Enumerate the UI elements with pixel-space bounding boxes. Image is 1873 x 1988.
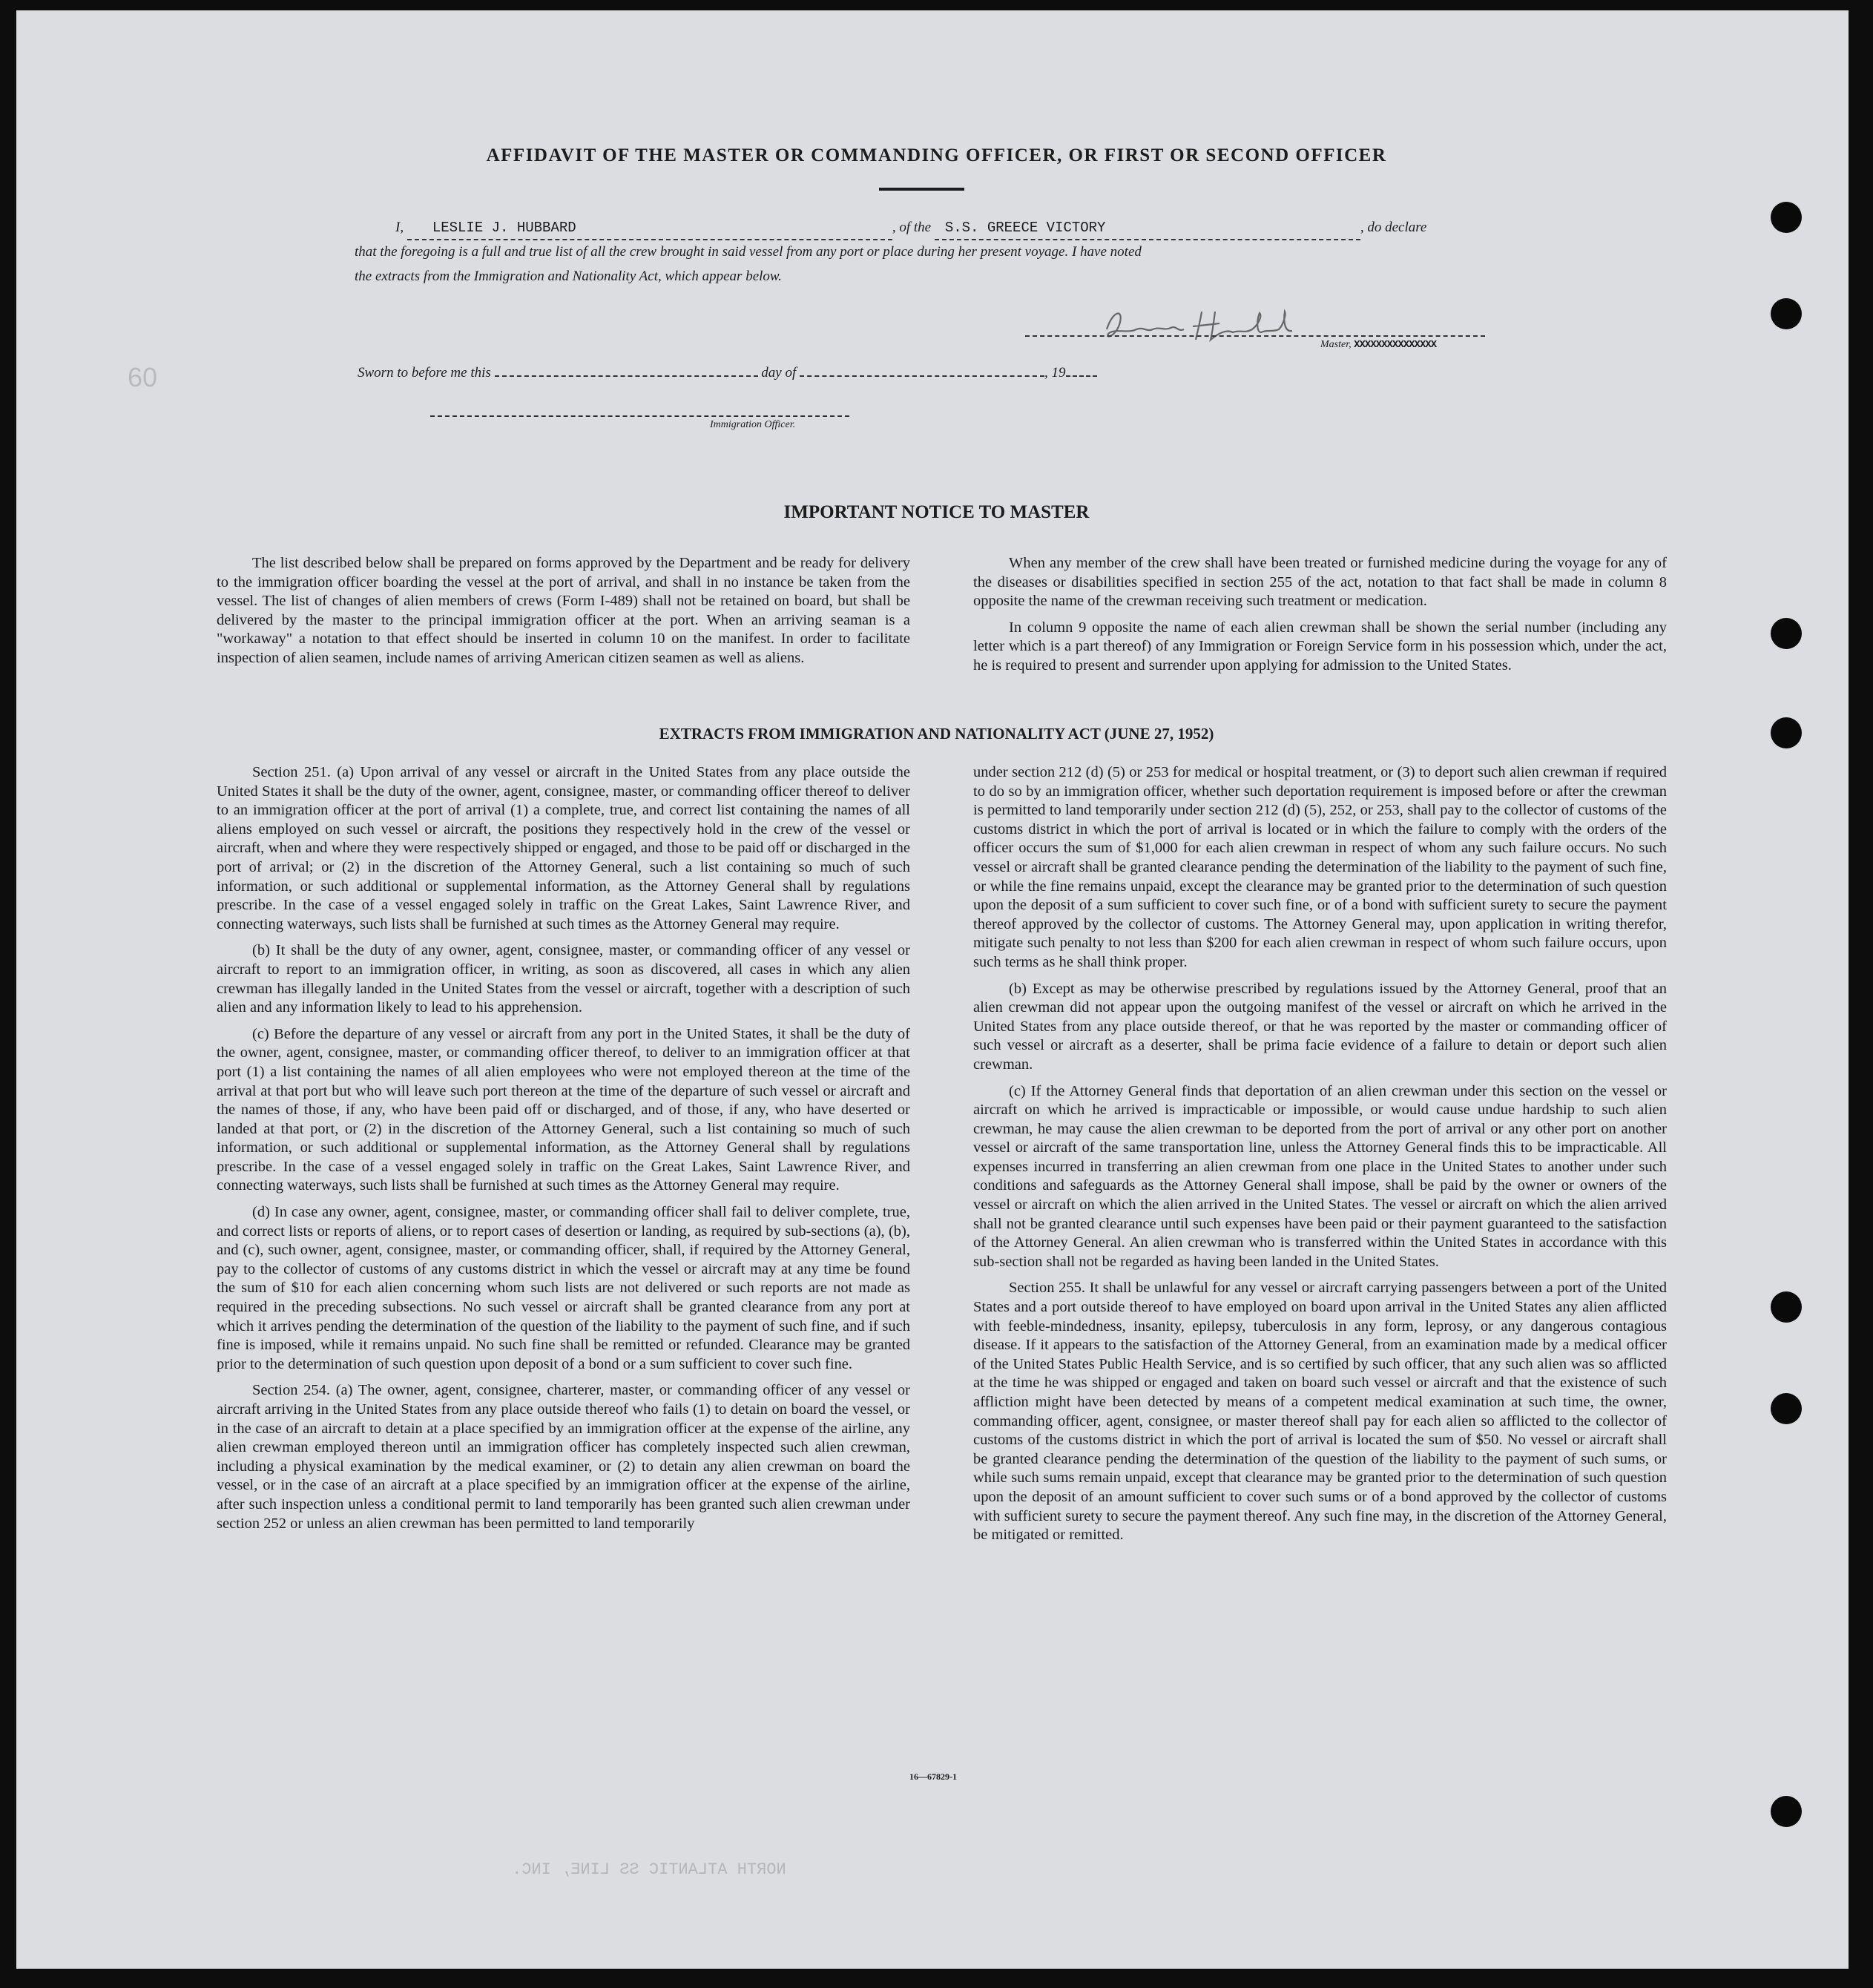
punch-hole [1771,1796,1802,1827]
affidavit-title: AFFIDAVIT OF THE MASTER OR COMMANDING OFFICER, OR FIRST OR SECOND OFFICER [486,145,1387,165]
margin-mark: 60 [128,362,158,392]
bleed-through-text: NORTH ATLANTIC SS LINE, INC. [512,1860,786,1879]
section-251a: Section 251. (a) Upon arrival of any vessel or aircraft in the United States from any place outside the United States it shall be the duty of the owner, agent, consignee, master, or commanding officer thereof to deliver to an immigration officer at the port of arrival (1) a complete, true, and correct list containing the names of all aliens employed on such vessel or aircraft, the positions they respectively hold in the crew of the vessel or aircraft, when and where they were respectively shipped or engaged, and those to be paid off or discharged in the port of arrival; or (2) in the discretion of the Attorney General, such a list containing so much of such information, or such additional or supplemental information, as the Attorney General shall by regulations prescribe. In the case of a vessel engaged solely in traffic on the Great Lakes, Saint Lawrence River, and connecting waterways, such lists shall be furnished at such times as the Attorney General may require. [217,764,910,932]
notice-paragraph: The list described below shall be prepared on forms approved by the Department and be ready for delivery to the immigration officer boarding the vessel at the port of arrival, and shall in no instance be taken from the vessel. The list of changes of alien members of crews (Form I-489) shall not be retained on board, but shall be delivered by the master to the principal immigration officer at the port. When an arriving seaman is a "workaway" a notation to that effect should be inserted in column 10 on the manifest. In order to facilitate inspection of alien seamen, include names of arriving American citizen seamen as well as aliens. [217,555,910,666]
form-number: 16—67829-1 [909,1771,957,1782]
section-254b: (b) Except as may be otherwise prescribed by regulations issued by the Attorney General, proof that an alien crewman did not appear upon the outgoing manifest of the vessel or aircraft on which he arrived in the United States from any place outside thereof, or that he was reported by the master or commanding officer of such vessel or aircraft as a deserter, shall be prima facie evidence of a failure to detain or deport such alien crewman. [973,980,1667,1073]
struck-text: XXXXXXXXXXXXXXX [1354,339,1437,351]
section-254a: Section 254. (a) The owner, agent, consignee, charterer, master, or commanding officer of any vessel or aircraft arriving in the United States from any place outside thereof who fails (1) to detain on board the vessel, or in the case of an aircraft to detain at a place specified by an immigration officer at the expense of the airline, any alien crewman employed thereon until an immigration officer has completely inspected such alien crewman, including a physical examination by the medical examiner, or (2) to detain any alien crewman on board the vessel, or in the case of an aircraft at a place specified by an immigration officer at the expense of the airline, after such inspection unless a conditional permit to land temporarily has been granted such alien crewman under section 252 or unless an alien crewman has been permitted to land temporarily [217,1382,910,1532]
sworn-day-blank [495,375,758,377]
section-254c: (c) If the Attorney General finds that deportation of an alien crewman under this section on the vessel or aircraft on which he arrived is impracticable or impossible, or would cause undue hardship to such alien crewman, he may cause the alien crewman to be deported from the port of arrival or any other port on another vessel or aircraft of the same transportation line, unless the Attorney General finds this to be impracticable. All expenses incurred in transferring an alien crewman from one place in the United States to another under such conditions and safeguards as the Attorney General shall impose, shall be paid by the owner or owners of the vessel or aircraft on which the alien arrived in the United States. The vessel or aircraft on which the alien arrived shall not be granted clearance until such expenses have been paid or their payment guaranteed to the satisfaction of the Attorney General. An alien crewman who is transferred within the United States in accordance with this sub-section shall not be regarded as having been landed in the United States. [973,1082,1667,1270]
i-label: I, [395,220,404,235]
punch-hole [1771,1291,1802,1323]
vessel-name-field: S.S. GREECE VICTORY [935,217,1360,240]
day-of-label: day of [761,365,797,381]
section-251c: (c) Before the departure of any vessel or aircraft from any port in the United States, it shall be the duty of the owner, agent, consignee, master, or commanding officer thereof, to deliver to an immigration officer at that port (1) a list containing the names of all alien employees who were not employed thereon at the time of the arrival at that port but who will leave such port thereon at the time of the departure of such vessel or aircraft and the names of those, if any, who have been paid off or discharged, and of those, if any, who have deserted or landed at that port, or (2) in the discretion of the Attorney General, such a list containing so much of such information, or such additional or supplemental information, as the Attorney General shall by regulations prescribe. In the case of a vessel engaged solely in traffic on the Great Lakes, Saint Lawrence River, and connecting waterways, such lists shall be furnished at such times as the Attorney General may require. [217,1025,910,1194]
year-label: , 19 [1044,365,1066,381]
signature-line [1025,335,1485,337]
year-blank [1066,375,1097,377]
section-254a-continued: under section 212 (d) (5) or 253 for medical or hospital treatment, or (3) to deport such alien crewman if required to do so by an immigration officer, whether such deportation requirement is imposed before or after the crewman is permitted to land temporarily under section 212 (d) (5), 252, or 253, shall pay to the collector of customs of the customs district in which the port of arrival is located or in which the failure to comply with the orders of the officer occurs the sum of $1,000 for each alien crewman in respect of whom any such failure occurs. No such vessel or aircraft shall be granted clearance pending the determination of the liability to the payment of such fine, or while the fine remains unpaid, except the clearance may be granted prior to the determination of such question upon the deposit of a sum sufficient to cover such fine, or of a bond with sufficient surety to secure the payment thereof approved by the collector of customs. The Attorney General may, upon application in writing therefor, mitigate such penalty to not less than $200 for each alien crewman in respect of whom such failure occurs, upon such terms as he shall think proper. [973,764,1667,970]
of-the-label: , of the [892,220,932,235]
extracts-left-column [217,763,910,1533]
notice-left-column [217,554,910,668]
declaration-line-3: the extracts from the Immigration and Nationality Act, which appear below. [355,269,782,284]
immigration-officer-label: Immigration Officer. [710,419,796,430]
notice-paragraph: In column 9 opposite the name of each alien crewman shall be shown the serial number (including any letter which is a part thereof) of any Immigration or Foreign Service form in his possession which, under the act, he is required to present and surrender upon applying for admission to the United States. [973,619,1667,674]
notice-title: IMPORTANT NOTICE TO MASTER [783,502,1090,522]
notice-paragraph: When any member of the crew shall have been treated or furnished medicine during the voyage for any of the diseases or disabilities specified in section 255 of the act, notation to that fact shall be made in column 8 opposite the name of the crewman receiving such treatment or medication. [973,555,1667,610]
master-name-field: LESLIE J. HUBBARD [407,217,892,240]
punch-hole [1771,298,1802,329]
sworn-label: Sworn to before me this [358,365,491,381]
notice-right-column [973,554,1667,676]
sworn-line [358,365,1097,381]
sworn-month-blank [800,375,1044,377]
punch-hole [1771,618,1802,649]
do-declare-label: , do declare [1360,220,1427,235]
punch-hole [1771,1393,1802,1424]
declaration-line-2: that the foregoing is a full and true list of all the crew brought in said vessel from any port or place during her present voyage. I have noted [355,244,1142,260]
section-251b: (b) It shall be the duty of any owner, agent, consignee, master, or commanding officer of any vessel or aircraft to report to an immigration officer, in writing, as soon as discovered, all cases in which any alien crewman has illegally landed in the United States from the vessel or aircraft, together with a description of such alien and any information likely to lead to his apprehension. [217,942,910,1016]
master-title: Master, XXXXXXXXXXXXXXX [1320,339,1437,351]
extracts-title: EXTRACTS FROM IMMIGRATION AND NATIONALITY ACT (JUNE 27, 1952) [659,725,1214,743]
punch-hole [1771,202,1802,233]
extracts-right-column [973,763,1667,1545]
section-251d: (d) In case any owner, agent, consignee, master, or commanding officer shall fail to deliver complete, true, and correct lists or reports of aliens, or to report cases of desertion or landing, as required by sub-sections (a), (b), and (c), such owner, agent, consignee, master, or commanding officer, shall, if required by the Attorney General, pay to the collector of customs of any customs district in which the vessel or aircraft may at any time be found the sum of $10 for each alien concerning whom such lists are not delivered or such reports are not made as required in the preceding subsections. No such vessel or aircraft shall be granted clearance from any port at which it arrives pending the determination of the question of the liability to the payment of such fine, and if such fine is imposed, while it remains unpaid. No such fine shall be remitted or refunded. Clearance may be granted prior to the determination of such question upon deposit of a bond or a sum sufficient to cover such fine. [217,1204,910,1372]
section-255: Section 255. It shall be unlawful for any vessel or aircraft carrying passengers between a port of the United States and a port outside thereof to have employed on board upon arrival in the United States any alien afflicted with feeble-mindedness, insanity, epilepsy, tuberculosis in any form, leprosy, or any dangerous contagious disease. If it appears to the satisfaction of the Attorney General, from an examination made by a medical officer of the United States Public Health Service, and is so certified by such officer, that any such alien was so afflicted at the time he was shipped or engaged and taken on board such vessel or aircraft and that the existence of such affliction might have been detected by means of a competent medical examination at such time, the owner, commanding officer, agent, consignee, or master thereof shall pay for each alien so afflicted to the collector of customs of the customs district in which the port of arrival is located the sum of $50. No vessel or aircraft shall be granted clearance pending the determination of the question of the liability to the payment of such sums, or while such sums remain unpaid, except that clearance may be granted prior to the determination of such question upon the deposit of an amount sufficient to cover such sums or of a bond approved by the collector of customs with sufficient surety to secure the payment thereof. Any such fine may, in the discretion of the Attorney General, be mitigated or remitted. [973,1280,1667,1544]
immigration-officer-line [430,415,849,417]
title-rule [879,188,964,191]
